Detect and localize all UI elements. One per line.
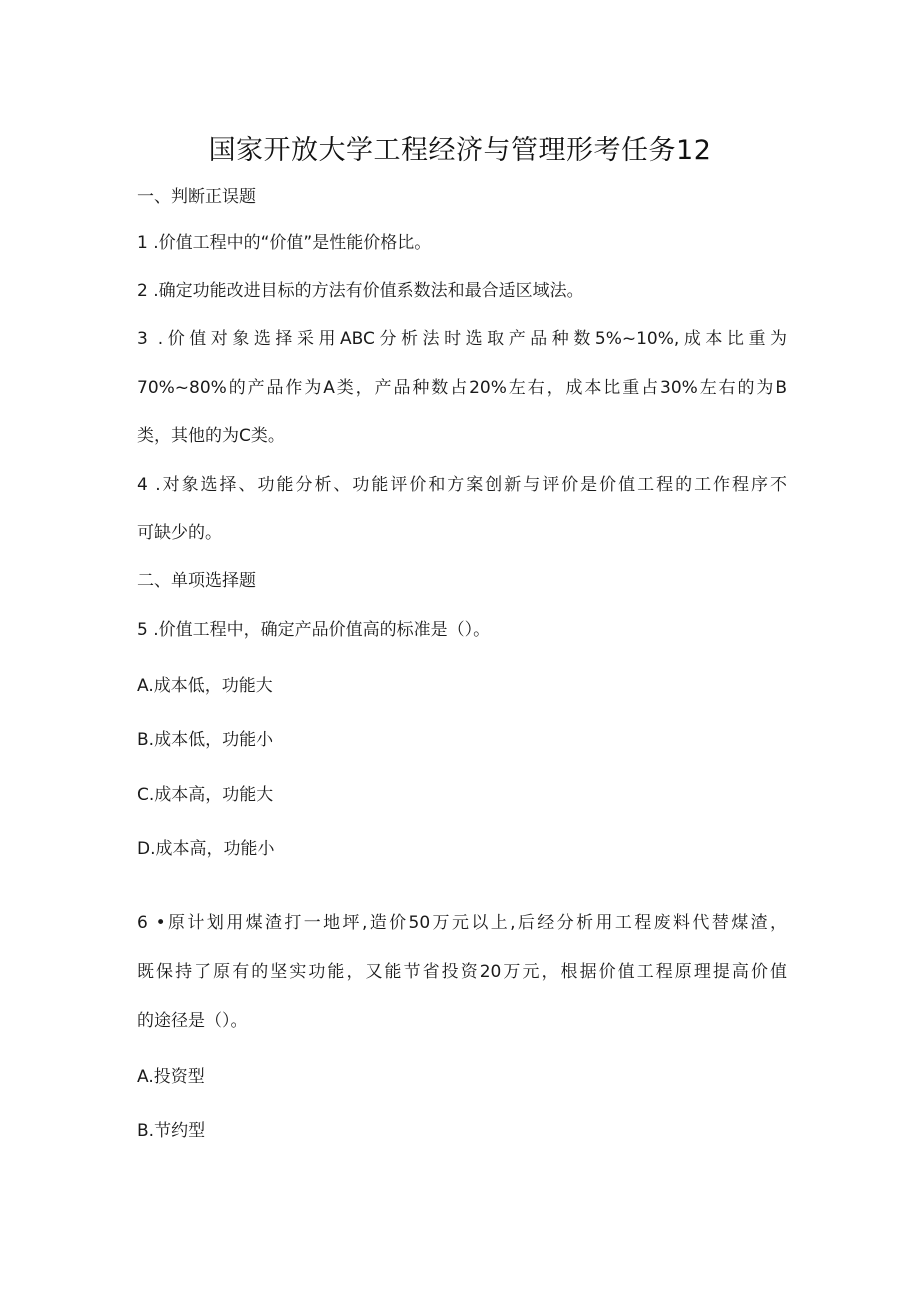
question-5-option-c: C.成本高，功能大 [137,785,274,805]
question-3-line-1: 3 .价值对象选择采用ABC分析法时选取产品种数5%~10%,成本比重为 [137,329,787,349]
question-6-option-a: A.投资型 [137,1067,205,1087]
question-6-line-2: 既保持了原有的坚实功能，又能节省投资20万元，根据价值工程原理提高价值 [137,962,787,982]
question-2: 2 .确定功能改进目标的方法有价值系数法和最合适区域法。 [137,281,584,301]
question-6-line-3: 的途径是（）。 [137,1011,248,1031]
document-title: 国家开放大学工程经济与管理形考任务12 [208,135,712,166]
question-5-option-a: A.成本低，功能大 [137,676,273,696]
question-6-line-1: 6 •原计划用煤渣打一地坪,造价50万元以上,后经分析用工程废料代替煤渣， [137,913,787,933]
question-3-line-3: 类，其他的为C类。 [137,426,285,446]
section-heading-true-false: 一、判断正误题 [137,187,256,207]
question-6-option-b: B.节约型 [137,1121,206,1141]
question-5-stem: 5 .价值工程中，确定产品价值高的标准是（）。 [137,620,491,640]
question-3-line-2: 70%~80%的产品作为A类，产品种数占20%左右，成本比重占30%左右的为B [137,378,787,398]
question-1: 1 .价值工程中的“价值”是性能价格比。 [137,233,432,253]
question-5-option-b: B.成本低，功能小 [137,730,274,750]
section-heading-single-choice: 二、单项选择题 [137,571,256,591]
question-5-option-d: D.成本高，功能小 [137,839,275,859]
question-4-line-1: 4 .对象选择、功能分析、功能评价和方案创新与评价是价值工程的工作程序不 [137,475,787,495]
question-4-line-2: 可缺少的。 [137,523,222,543]
